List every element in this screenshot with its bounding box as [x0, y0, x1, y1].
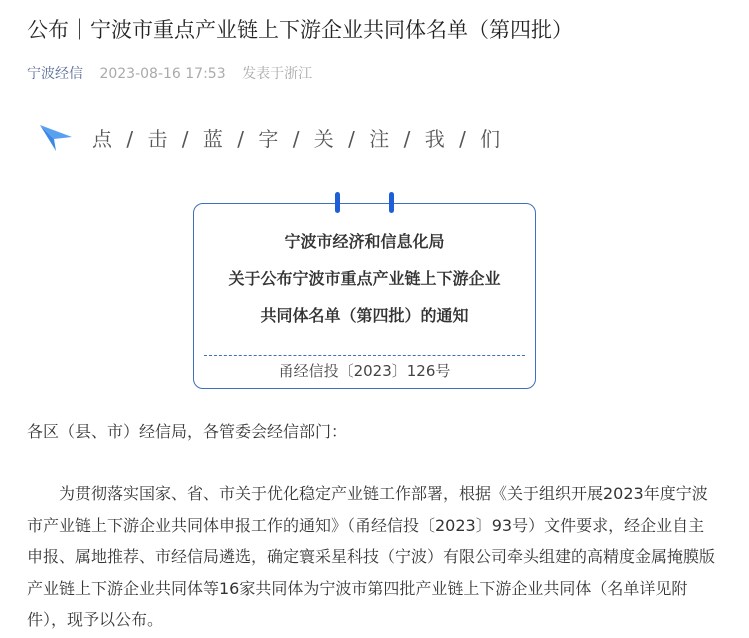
- source-account-link[interactable]: 宁波经信: [27, 66, 83, 82]
- notice-title-line2: 共同体名单（第四批）的通知: [260, 306, 469, 325]
- card-pin: [335, 192, 340, 213]
- body-paragraph: 为贯彻落实国家、省、市关于优化稳定产业链工作部署，根据《关于组织开展2023年度宁波市产业链上下游企业共同体申报工作的通知》（甬经信投〔2023〕93号）文件要求，经企业自主申报、属地推荐、市经信局遴选，确定寰采星科技（宁波）有限公司牵头组建的高精度金属掩膜版产业链上下游企业共同体等16家共同体为宁波市第四批产业链上下游企业共同体（名单详见附件），现予以公布。: [27, 484, 716, 629]
- article-title: 公布｜宁波市重点产业链上下游企业共同体名单（第四批）: [27, 18, 573, 42]
- follow-banner: [40, 123, 504, 152]
- paper-plane-icon: [40, 125, 72, 151]
- document-number: 甬经信投〔2023〕126号: [278, 362, 451, 380]
- divider: [204, 355, 525, 356]
- notice-title-line1: 关于公布宁波市重点产业链上下游企业: [228, 269, 501, 288]
- follow-text: 点 / 击 / 蓝 / 字 / 关 / 注 / 我 / 们: [92, 127, 505, 151]
- notice-card: [193, 203, 536, 389]
- article-meta: [27, 63, 312, 83]
- notice-issuer: 宁波市经济和信息化局: [284, 232, 445, 251]
- publish-date: 2023-08-16 17:53: [99, 66, 226, 82]
- salutation: 各区（县、市）经信局，各管委会经信部门：: [27, 422, 348, 441]
- card-pin: [389, 192, 394, 213]
- publish-location: 发表于浙江: [242, 66, 313, 82]
